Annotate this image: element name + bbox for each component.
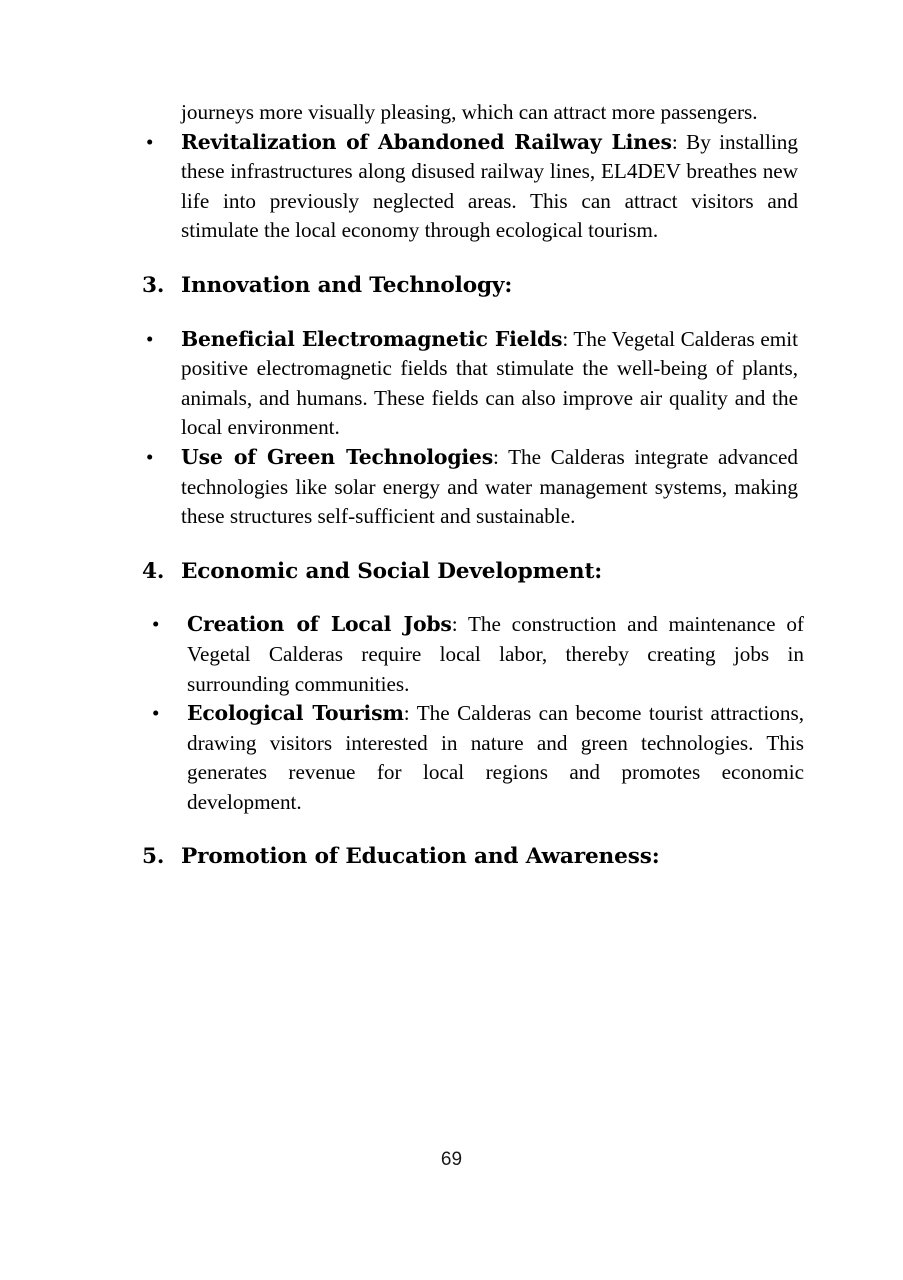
section-heading-4 — [142, 557, 798, 587]
section-number: 4. — [142, 558, 165, 584]
list-item-separator: : — [562, 326, 574, 351]
list-item-separator: : — [492, 444, 509, 469]
list-item — [142, 325, 798, 443]
list-item — [142, 128, 798, 246]
list-item-body: By installing these infrastructures along disused railway lines, EL4DEV breathes new life into previously neglected areas. This can attract visitors and stimulate the local economy through ecological tourism. — [181, 129, 798, 243]
section-title: Promotion of Education and Awareness: — [181, 844, 660, 870]
section-number: 3. — [142, 272, 165, 298]
section-heading-3 — [142, 271, 798, 301]
bullet-marker-icon: • — [152, 612, 160, 637]
bullet-list-section-3 — [142, 325, 798, 532]
list-item-separator: : — [451, 612, 468, 637]
list-item — [148, 610, 804, 699]
list-item-body: The construction and maintenance of Vegetal Calderas require local labor, thereby creating jobs in surrounding communities. — [187, 612, 804, 696]
list-item-separator: : — [671, 129, 687, 154]
continuation-paragraph: journeys more visually pleasing, which can attract more passengers. — [181, 100, 758, 124]
list-item-term: Beneficial Electromagnetic Fields — [181, 326, 563, 351]
list-item — [148, 699, 804, 817]
list-item-body: The Vegetal Calderas emit positive electromagnetic fields that stimulate the well-being of plants, animals, and humans. These fields can also improve air quality and the local environment. — [181, 326, 798, 440]
bullet-marker-icon: • — [146, 326, 154, 351]
list-item-term: Ecological Tourism — [187, 701, 404, 726]
list-item-term: Use of Green Technologies — [181, 444, 493, 469]
section-title: Economic and Social Development: — [181, 558, 603, 584]
page-number: 69 — [440, 1149, 463, 1170]
page-content — [142, 98, 804, 896]
list-item-term: Revitalization of Abandoned Railway Lines — [181, 129, 672, 154]
bullet-marker-icon: • — [146, 444, 154, 469]
list-item-body: The Calderas can become tourist attractions, drawing visitors interested in nature and green technologies. This generates revenue for local regions and promotes economic development. — [187, 701, 804, 814]
bullet-list-section-4 — [148, 610, 804, 817]
list-item — [142, 443, 798, 532]
list-item-term: Creation of Local Jobs — [187, 612, 452, 637]
section-number: 5. — [142, 844, 165, 870]
bullet-list-section-2 — [142, 128, 798, 246]
list-item-body: The Calderas integrate advanced technologies like solar energy and water management systems, making these structures self-sufficient and sustainable. — [181, 444, 799, 529]
list-item-separator: : — [403, 701, 417, 726]
section-heading-5 — [142, 842, 798, 872]
section-title: Innovation and Technology: — [181, 272, 513, 298]
bullet-marker-icon: • — [152, 701, 160, 726]
bullet-marker-icon: • — [146, 129, 154, 154]
